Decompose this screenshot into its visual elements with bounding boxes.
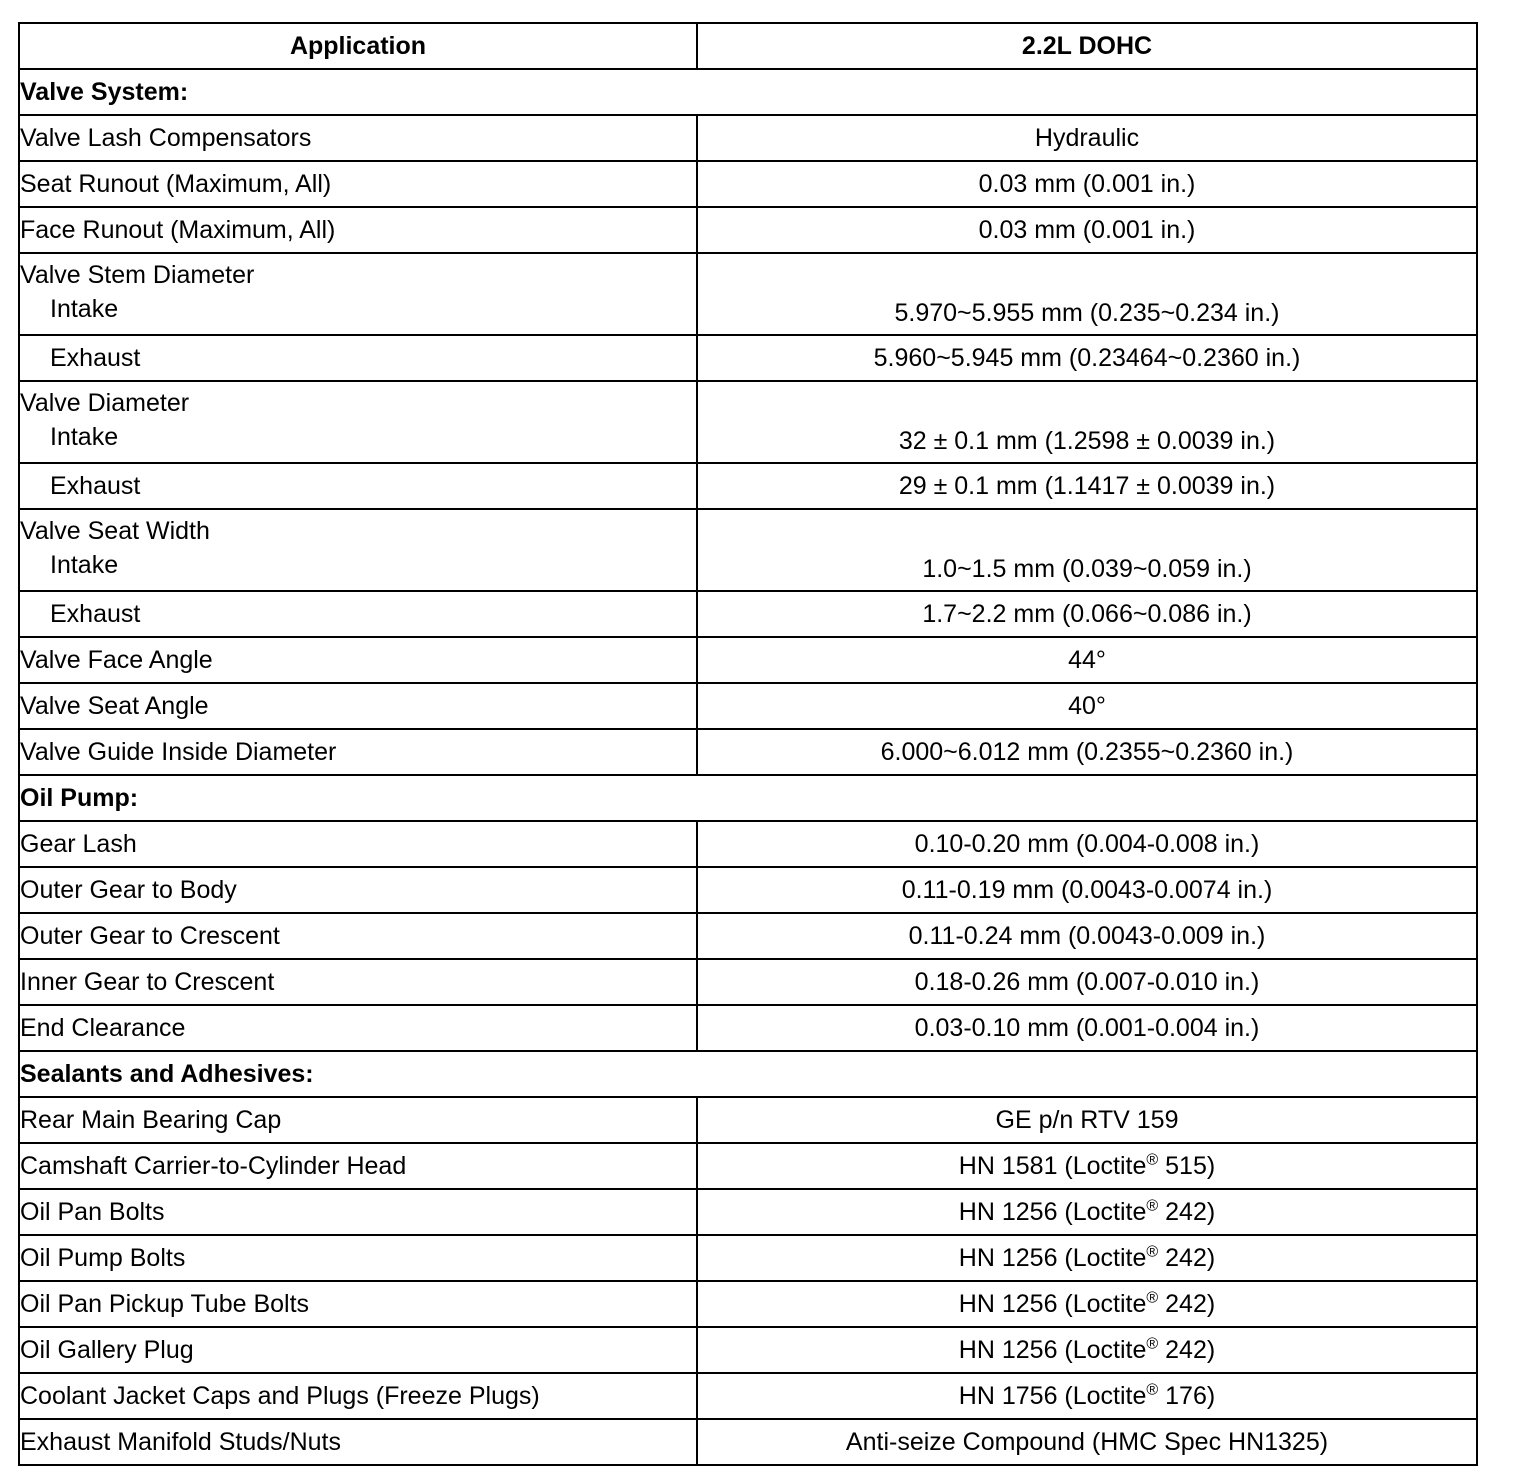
row-label: Coolant Jacket Caps and Plugs (Freeze Plugs) bbox=[19, 1373, 697, 1419]
application-header: Application bbox=[19, 23, 697, 69]
value-text: 242) bbox=[1158, 1198, 1216, 1226]
section-sealants-adhesives: Sealants and Adhesives: bbox=[19, 1051, 1477, 1097]
row-value: Anti-seize Compound (HMC Spec HN1325) bbox=[697, 1419, 1477, 1465]
section-oil-pump: Oil Pump: bbox=[19, 775, 1477, 821]
row-label: Oil Pan Pickup Tube Bolts bbox=[19, 1281, 697, 1327]
row-value: 0.11-0.19 mm (0.0043-0.0074 in.) bbox=[697, 867, 1477, 913]
table-row bbox=[19, 381, 1477, 463]
row-label: Oil Pump Bolts bbox=[19, 1235, 697, 1281]
row-value: 0.03-0.10 mm (0.001-0.004 in.) bbox=[697, 1005, 1477, 1051]
table-header-row bbox=[19, 23, 1477, 69]
row-value: 5.970~5.955 mm (0.235~0.234 in.) bbox=[697, 253, 1477, 335]
specifications-table bbox=[18, 22, 1478, 1466]
table-row bbox=[19, 637, 1477, 683]
row-label: Camshaft Carrier-to-Cylinder Head bbox=[19, 1143, 697, 1189]
row-label: Inner Gear to Crescent bbox=[19, 959, 697, 1005]
table-row bbox=[19, 1005, 1477, 1051]
row-value: 0.03 mm (0.001 in.) bbox=[697, 207, 1477, 253]
sub-label-intake: Intake bbox=[50, 295, 119, 323]
registered-mark: ® bbox=[1146, 1381, 1159, 1399]
table-row bbox=[19, 913, 1477, 959]
table-row bbox=[19, 1373, 1477, 1419]
registered-mark: ® bbox=[1146, 1151, 1159, 1169]
row-label: Face Runout (Maximum, All) bbox=[19, 207, 697, 253]
registered-mark: ® bbox=[1146, 1289, 1159, 1307]
row-value bbox=[697, 1327, 1477, 1373]
row-value bbox=[697, 1235, 1477, 1281]
row-value: 1.0~1.5 mm (0.039~0.059 in.) bbox=[697, 509, 1477, 591]
table-row bbox=[19, 207, 1477, 253]
table-row bbox=[19, 1235, 1477, 1281]
row-label: Oil Gallery Plug bbox=[19, 1327, 697, 1373]
row-label: End Clearance bbox=[19, 1005, 697, 1051]
registered-mark: ® bbox=[1146, 1335, 1159, 1353]
value-text: 176) bbox=[1158, 1382, 1216, 1410]
table-row bbox=[19, 1419, 1477, 1465]
row-label: Oil Pan Bolts bbox=[19, 1189, 697, 1235]
table-row bbox=[19, 161, 1477, 207]
row-label: Valve Diameter bbox=[20, 389, 190, 417]
row-label: Exhaust bbox=[50, 472, 141, 500]
registered-mark: ® bbox=[1146, 1197, 1159, 1215]
row-value: 40° bbox=[697, 683, 1477, 729]
row-value: 32 ± 0.1 mm (1.2598 ± 0.0039 in.) bbox=[697, 381, 1477, 463]
table-row bbox=[19, 509, 1477, 591]
value-text: HN 1256 (Loctite bbox=[958, 1336, 1147, 1364]
row-value: 5.960~5.945 mm (0.23464~0.2360 in.) bbox=[697, 335, 1477, 381]
row-label: Exhaust bbox=[50, 600, 141, 628]
row-value bbox=[697, 1373, 1477, 1419]
row-label: Exhaust Manifold Studs/Nuts bbox=[19, 1419, 697, 1465]
sub-label-exhaust bbox=[19, 463, 697, 509]
row-label: Rear Main Bearing Cap bbox=[19, 1097, 697, 1143]
row-label: Exhaust bbox=[50, 344, 141, 372]
row-value bbox=[697, 1281, 1477, 1327]
row-value: 0.03 mm (0.001 in.) bbox=[697, 161, 1477, 207]
table-row bbox=[19, 335, 1477, 381]
table-row bbox=[19, 683, 1477, 729]
row-value bbox=[697, 1143, 1477, 1189]
row-label: Valve Seat Angle bbox=[19, 683, 697, 729]
value-text: 242) bbox=[1158, 1290, 1216, 1318]
value-text: HN 1581 (Loctite bbox=[958, 1152, 1147, 1180]
row-value: 0.11-0.24 mm (0.0043-0.009 in.) bbox=[697, 913, 1477, 959]
table-row bbox=[19, 729, 1477, 775]
row-label: Valve Stem Diameter bbox=[20, 261, 255, 289]
row-label-group bbox=[19, 253, 697, 335]
row-value: 44° bbox=[697, 637, 1477, 683]
value-text: HN 1256 (Loctite bbox=[958, 1290, 1147, 1318]
section-valve-system: Valve System: bbox=[19, 69, 1477, 115]
sub-label-exhaust bbox=[19, 335, 697, 381]
table-row bbox=[19, 1281, 1477, 1327]
row-label: Valve Lash Compensators bbox=[19, 115, 697, 161]
sub-label-exhaust bbox=[19, 591, 697, 637]
row-value: 0.10-0.20 mm (0.004-0.008 in.) bbox=[697, 821, 1477, 867]
value-text: 515) bbox=[1158, 1152, 1216, 1180]
table-row bbox=[19, 463, 1477, 509]
row-value: GE p/n RTV 159 bbox=[697, 1097, 1477, 1143]
table-row bbox=[19, 959, 1477, 1005]
row-label-group bbox=[19, 381, 697, 463]
row-value: 1.7~2.2 mm (0.066~0.086 in.) bbox=[697, 591, 1477, 637]
row-value: 6.000~6.012 mm (0.2355~0.2360 in.) bbox=[697, 729, 1477, 775]
table-row bbox=[19, 1189, 1477, 1235]
section-row bbox=[19, 1051, 1477, 1097]
row-label: Valve Seat Width bbox=[20, 517, 210, 545]
row-value: 0.18-0.26 mm (0.007-0.010 in.) bbox=[697, 959, 1477, 1005]
row-value bbox=[697, 1189, 1477, 1235]
table-row bbox=[19, 821, 1477, 867]
row-label: Outer Gear to Body bbox=[19, 867, 697, 913]
engine-header: 2.2L DOHC bbox=[697, 23, 1477, 69]
row-label: Seat Runout (Maximum, All) bbox=[19, 161, 697, 207]
section-row bbox=[19, 775, 1477, 821]
value-text: 242) bbox=[1158, 1336, 1216, 1364]
value-text: HN 1756 (Loctite bbox=[958, 1382, 1147, 1410]
sub-label-intake: Intake bbox=[50, 423, 119, 451]
value-text: HN 1256 (Loctite bbox=[958, 1244, 1147, 1272]
table-row bbox=[19, 591, 1477, 637]
value-text: 242) bbox=[1158, 1244, 1216, 1272]
sub-label-intake: Intake bbox=[50, 551, 119, 579]
section-row bbox=[19, 69, 1477, 115]
table-row bbox=[19, 253, 1477, 335]
row-label: Valve Face Angle bbox=[19, 637, 697, 683]
row-label: Outer Gear to Crescent bbox=[19, 913, 697, 959]
table-row bbox=[19, 115, 1477, 161]
table-row bbox=[19, 1327, 1477, 1373]
registered-mark: ® bbox=[1146, 1243, 1159, 1261]
table-row bbox=[19, 867, 1477, 913]
row-label-group bbox=[19, 509, 697, 591]
value-text: HN 1256 (Loctite bbox=[958, 1198, 1147, 1226]
table-row bbox=[19, 1143, 1477, 1189]
row-value: Hydraulic bbox=[697, 115, 1477, 161]
row-value: 29 ± 0.1 mm (1.1417 ± 0.0039 in.) bbox=[697, 463, 1477, 509]
row-label: Gear Lash bbox=[19, 821, 697, 867]
table-row bbox=[19, 1097, 1477, 1143]
row-label: Valve Guide Inside Diameter bbox=[19, 729, 697, 775]
